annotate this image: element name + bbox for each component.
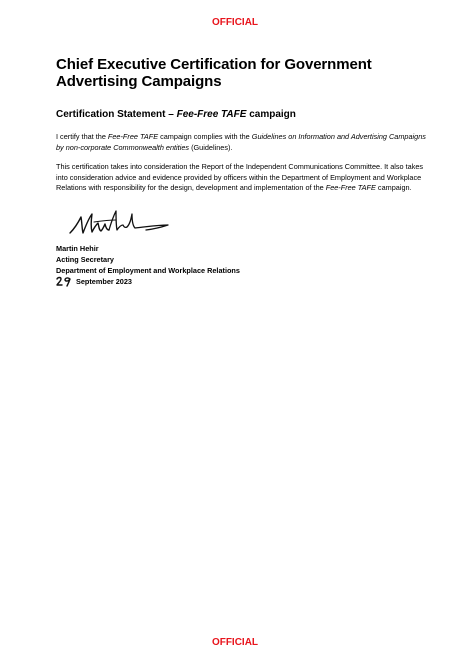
date-month-year: September 2023 (76, 276, 132, 286)
heading-prefix: Certification Statement – (56, 109, 177, 120)
text-segment: campaign. (375, 183, 412, 192)
text-segment: I certify that the (56, 132, 108, 141)
protective-marking-top: OFFICIAL (211, 17, 259, 28)
heading-campaign-name: Fee-Free TAFE (176, 109, 247, 120)
handwritten-day (56, 276, 72, 287)
signature-image (56, 203, 176, 239)
guidelines-title: Guidelines on Information and Advertising Campaigns by non-corporate Commonwealth entities (56, 132, 426, 152)
protective-marking-bottom: OFFICIAL (211, 637, 259, 648)
signatory-department: Department of Employment and Workplace Relations (56, 265, 240, 275)
text-segment: campaign complies with the (158, 132, 252, 141)
consideration-paragraph (56, 162, 426, 194)
certification-document (56, 56, 426, 287)
text-segment: This certification takes into consideration the Report of the Independent Communications Committee. It also takes into consideration advice and evidence provided by officers within the Department of Employment and Workplace Relations with responsibility for the design, development and implementation of the (56, 162, 424, 192)
document-title: Chief Executive Certification for Government Advertising Campaigns (56, 56, 372, 90)
signatory-name: Martin Hehir (56, 243, 99, 253)
signatory-position: Acting Secretary (56, 254, 114, 264)
certification-statement-heading (56, 109, 426, 121)
campaign-name: Fee-Free TAFE (325, 183, 376, 192)
heading-suffix: campaign (246, 109, 296, 120)
campaign-name: Fee-Free TAFE (107, 132, 159, 141)
signatory-block (56, 243, 426, 287)
compliance-paragraph (56, 132, 426, 153)
text-segment: (Guidelines). (189, 142, 233, 152)
signature-date (56, 276, 426, 287)
